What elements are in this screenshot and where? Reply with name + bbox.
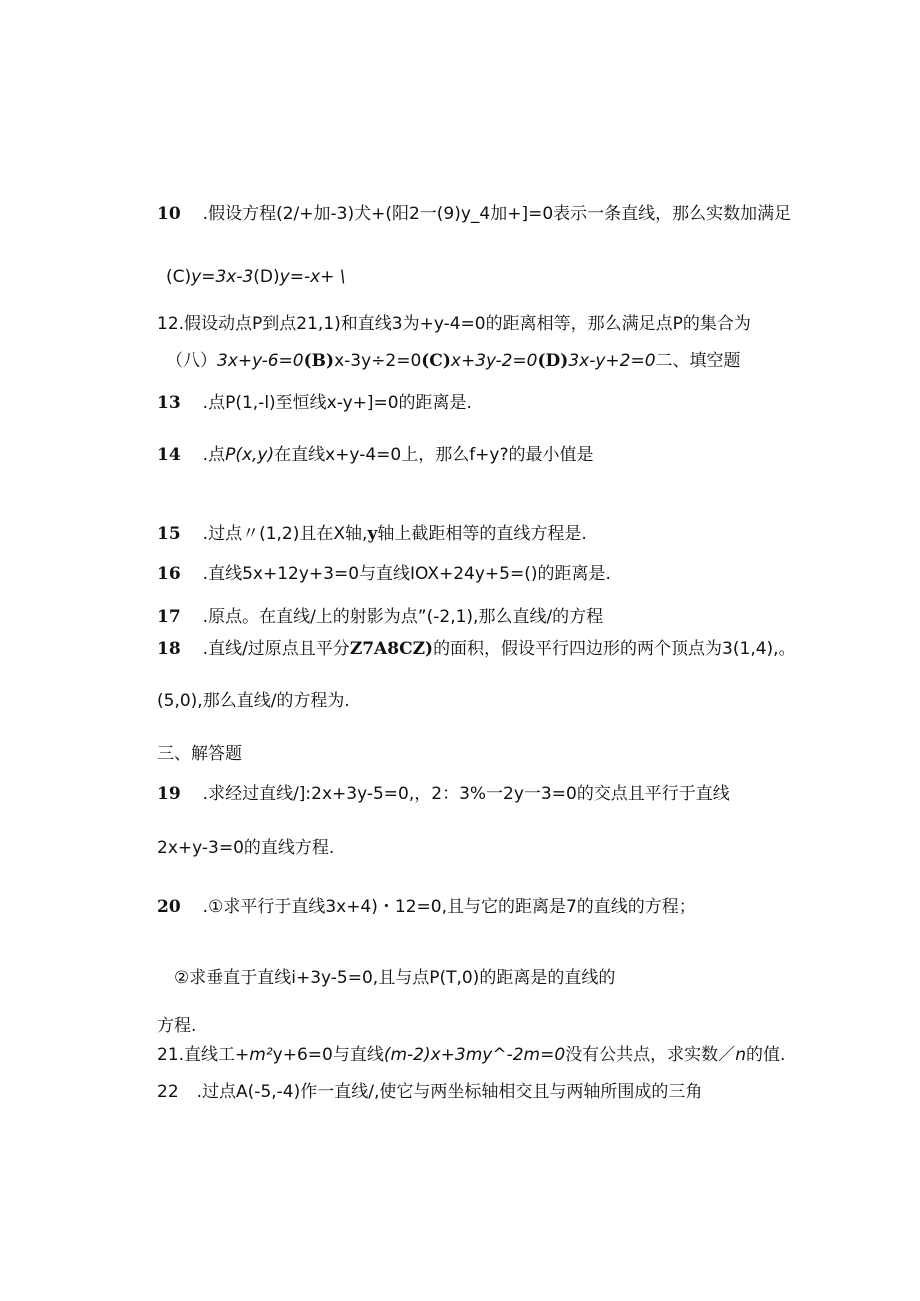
question-number: 15 <box>157 524 181 544</box>
section-title: 三、解答题 <box>157 744 242 764</box>
question-number: 10 <box>157 204 181 224</box>
question-text: 12.假设动点P到点21,1)和直线3为+y-4=0的距离相等，那么满足点P的集合为 <box>157 314 751 334</box>
option-expression: y=-x+ \ <box>279 267 346 287</box>
option-label: (C) <box>166 267 192 287</box>
question-20-continuation <box>157 1014 196 1038</box>
question-18 <box>157 637 796 661</box>
question-text: .过点A(-5,-4)作一直线/,使它与两坐标轴相交且与两轴所围成的三角 <box>196 1082 703 1102</box>
question-20 <box>157 895 696 919</box>
question-14 <box>157 443 594 467</box>
question-text: .直线/过原点且平分 <box>202 639 350 659</box>
question-text: 2x+y-3=0的直线方程. <box>157 838 335 858</box>
question-variable: P(x,y) <box>225 445 275 465</box>
question-number: 19 <box>157 784 181 804</box>
question-figure-name: Z7A8CZ) <box>349 639 434 659</box>
section-heading <box>157 742 242 766</box>
option-expression: y=3x-3 <box>191 267 254 287</box>
question-text: 在直线x+y-4=0上，那么f+y?的最小值是 <box>274 445 594 465</box>
question-22 <box>157 1080 702 1104</box>
section-heading: 二、填空题 <box>655 351 741 371</box>
question-number: 18 <box>157 639 181 659</box>
question-15 <box>157 522 587 546</box>
question-text: .点P(1,-l)至恒线x-y+]=0的距离是. <box>202 393 472 413</box>
question-text: .原点。在直线/上的射影为点”(-2,1),那么直线/的方程 <box>202 607 604 627</box>
option-expression: x+3y-2=0 <box>450 351 538 371</box>
question-text: .①求平行于直线3x+4)・12=0,且与它的距离是7的直线的方程； <box>202 897 696 917</box>
question-text: 的面积，假设平行四边形的两个顶点为3(1,4),。 <box>433 639 796 659</box>
question-21 <box>157 1043 785 1067</box>
question-number: 22 <box>157 1082 179 1102</box>
question-10 <box>157 202 791 226</box>
question-text: 轴上截距相等的直线方程是. <box>377 524 587 544</box>
option-label: (D) <box>537 351 569 371</box>
question-number: 16 <box>157 564 181 584</box>
question-text: 21.直线工+ <box>157 1045 250 1065</box>
option-label: (C) <box>421 351 451 371</box>
question-12-options <box>166 349 741 373</box>
option-expression: 3x+y-6=0 <box>217 351 304 371</box>
question-17 <box>157 605 603 629</box>
question-number: 14 <box>157 445 181 465</box>
question-expression: (m-2)x+3my^-2m=0 <box>383 1045 566 1065</box>
question-number: 20 <box>157 897 181 917</box>
question-text: 的值. <box>745 1045 786 1065</box>
question-text: y+6=0与直线 <box>272 1045 384 1065</box>
question-11-options <box>166 265 346 289</box>
question-text: 没有公共点，求实数／ <box>565 1045 736 1065</box>
question-text: (5,0),那么直线/的方程为. <box>157 691 350 711</box>
question-variable: m² <box>249 1045 273 1065</box>
question-text: .求经过直线/]:2x+3y-5=0,，2：3%一2y一3=0的交点且平行于直线 <box>202 784 730 804</box>
question-18-continuation <box>157 689 350 713</box>
option-label: (D) <box>253 267 280 287</box>
question-text: .过点〃(1,2)且在X轴, <box>202 524 368 544</box>
question-20-part-2 <box>174 966 615 990</box>
question-text: 方程. <box>157 1016 197 1036</box>
question-19 <box>157 782 730 806</box>
question-12 <box>157 312 751 336</box>
question-13 <box>157 391 472 415</box>
option-lead: （八） <box>166 351 217 371</box>
option-expression: x-3y÷2=0 <box>334 351 422 371</box>
question-text: ②求垂直于直线i+3y-5=0,且与点P(T,0)的距离是的直线的 <box>174 968 616 988</box>
question-variable: n <box>735 1045 746 1065</box>
option-expression: 3x-y+2=0 <box>568 351 656 371</box>
question-text: .点 <box>202 445 226 465</box>
question-number: 13 <box>157 393 181 413</box>
question-variable: y <box>367 524 378 544</box>
option-label: (B) <box>303 351 335 371</box>
question-number: 17 <box>157 607 181 627</box>
question-16 <box>157 562 611 586</box>
question-text: .直线5x+12y+3=0与直线IOX+24y+5=()的距离是. <box>202 564 611 584</box>
question-19-continuation <box>157 836 334 860</box>
question-text: .假设方程(2/+加-3)犬+(阳2一(9)y_4加+]=0表示一条直线，那么实数加满足 <box>202 204 792 224</box>
